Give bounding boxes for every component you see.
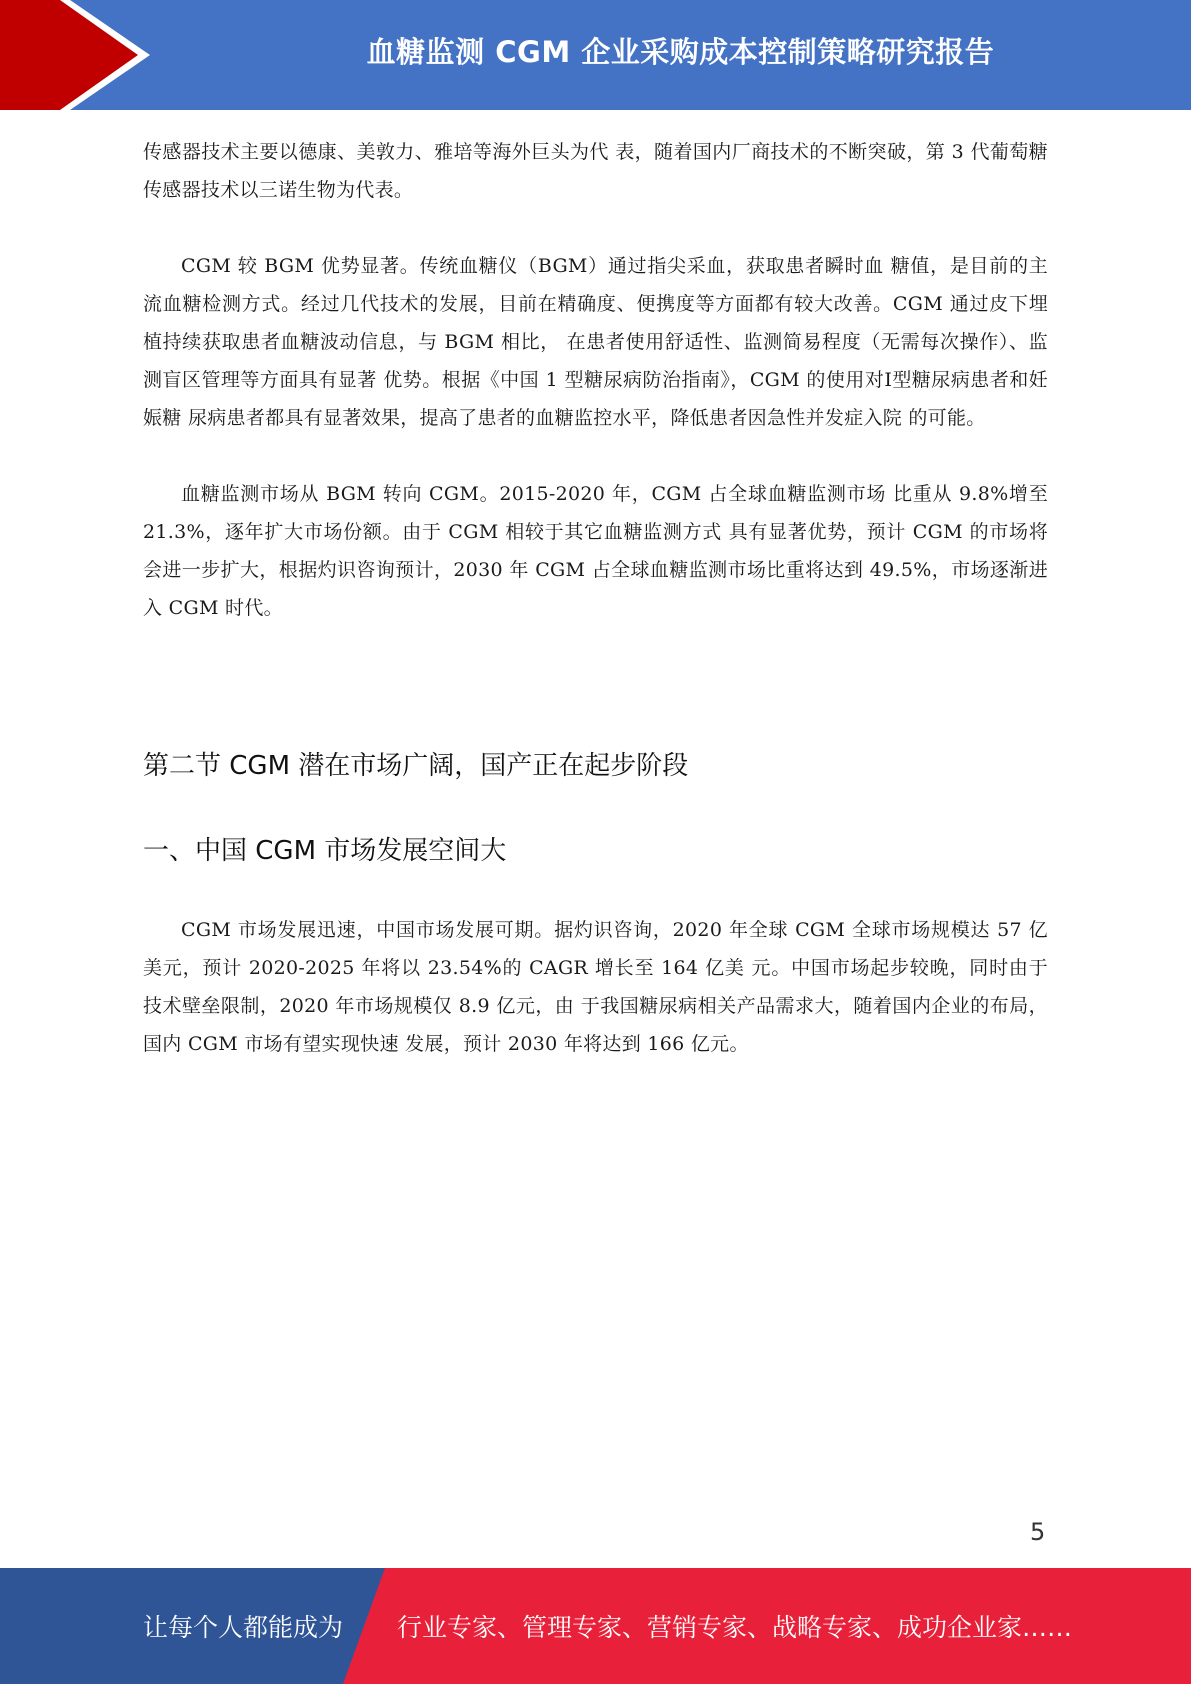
footer-slogan-left: 让每个人都能成为 [143,1613,344,1642]
page-header [0,0,1191,110]
spacer [143,782,1048,830]
subsection-heading: 一、中国 CGM 市场发展空间大 [143,836,507,866]
document-title: 血糖监测 CGM 企业采购成本控制策略研究报告 [366,34,995,69]
paragraph-market-size: CGM 市场发展迅速，中国市场发展可期。据灼识咨询，2020 年全球 CGM 全球市场规模达 57 亿美元，预计 2020-2025 年将以 23.54%的 CAGR 增长至 164 亿美 元。中国市场起步较晚，同时由于技术壁垒限制，2020 年市场规模仅 8.9 亿元，由 于我国糖尿病相关产品需求大，随着国内企业的布局，国内 CGM 市场有望实现快速 发展，预计 2030 年将达到 166 亿元。 [143,919,1048,1055]
spacer [143,665,1048,745]
paragraph-sensor-tech: 传感器技术主要以德康、美敦力、雅培等海外巨头为代 表，随着国内厂商技术的不断突破，第 3 代葡萄糖传感器技术以三诺生物为代表。 [143,141,1048,201]
page-footer [0,1568,1191,1684]
page-content [143,133,1048,1101]
paragraph-market-shift: 血糖监测市场从 BGM 转向 CGM。2015-2020 年，CGM 占全球血糖监测市场 比重从 9.8%增至 21.3%，逐年扩大市场份额。由于 CGM 相较于其它血糖监测方式 具有显著优势，预计 CGM 的市场将会进一步扩大，根据灼识咨询预计，2030 年 CGM 占全球血糖监测市场比重将达到 49.5%，市场逐渐进入 CGM 时代。 [143,483,1048,619]
page-number: 5 [1030,1518,1046,1546]
spacer [143,867,1048,911]
section-heading: 第二节 CGM 潜在市场广阔，国产正在起步阶段 [143,751,689,781]
footer-slogan-right: 行业专家、管理专家、营销专家、战略专家、成功企业家…… [397,1613,1073,1642]
paragraph-cgm-vs-bgm: CGM 较 BGM 优势显著。传统血糖仪（BGM）通过指尖采血，获取患者瞬时血 糖值，是目前的主流血糖检测方式。经过几代技术的发展，目前在精确度、便携度等方面都有较大改善。CGM 通过皮下埋植持续获取患者血糖波动信息，与 BGM 相比， 在患者使用舒适性、监测简易程度（无需每次操作）、监测盲区管理等方面具有显著 优势。根据《中国 1 型糖尿病防治指南》，CGM 的使用对Ⅰ型糖尿病患者和妊娠糖 尿病患者都具有显著效果，提高了患者的血糖监控水平，降低患者因急性并发症入院 的可能。 [143,255,1048,429]
